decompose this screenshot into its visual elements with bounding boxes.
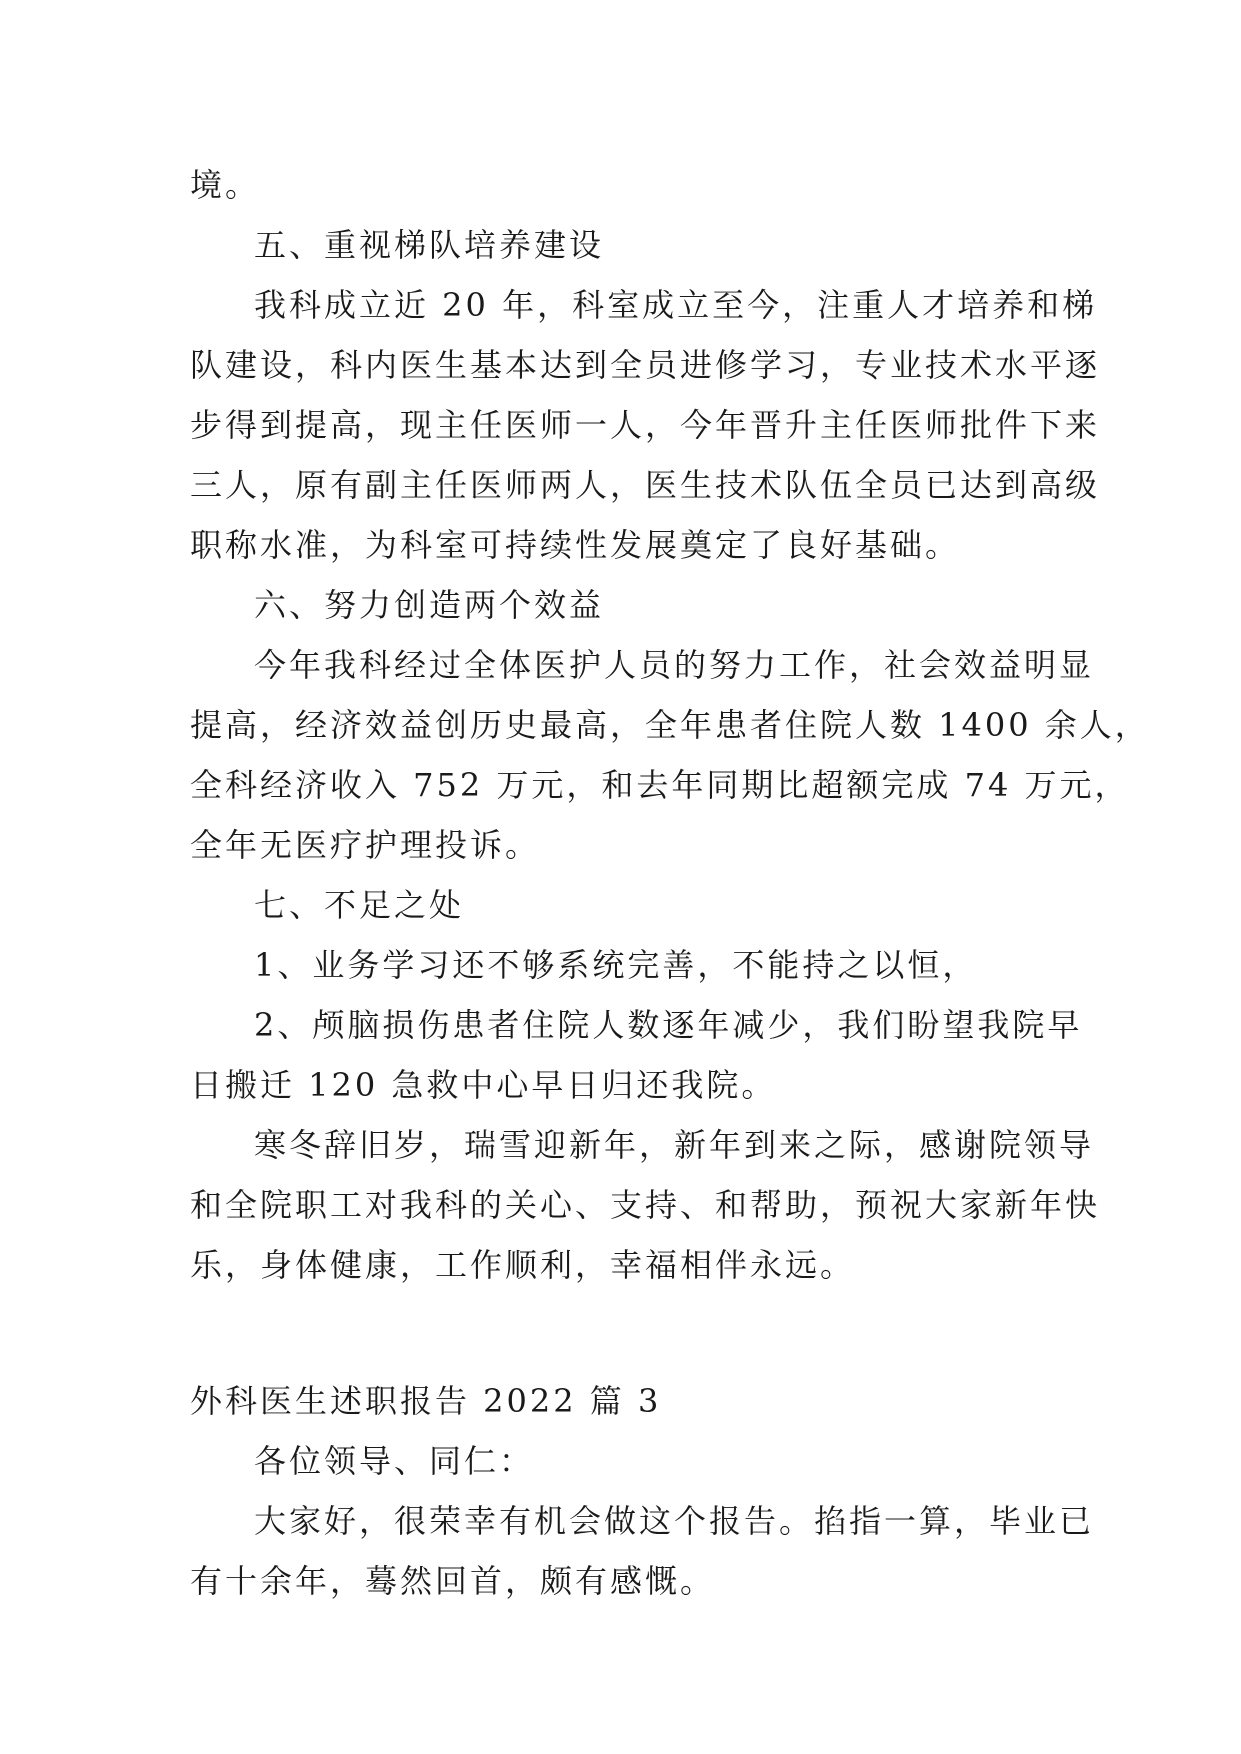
text-line: 我科成立近 20 年，科室成立至今，注重人才培养和梯	[254, 286, 1098, 324]
text-line: 境。	[190, 166, 261, 204]
text-line: 步得到提高，现主任医师一人，今年晋升主任医师批件下来	[190, 406, 1101, 444]
text-line: 提高，经济效益创历史最高，全年患者住院人数 1400 余人，	[190, 706, 1150, 744]
text-line: 乐，身体健康，工作顺利，幸福相伴永远。	[190, 1246, 856, 1284]
text-line: 三人，原有副主任医师两人，医生技术队伍全员已达到高级	[190, 466, 1101, 504]
text-line: 有十余年，蓦然回首，颇有感慨。	[190, 1562, 716, 1600]
heading-five: 五、重视梯队培养建设	[254, 226, 605, 264]
text-line: 1、业务学习还不够系统完善，不能持之以恒，	[254, 946, 978, 984]
text-line: 全科经济收入 752 万元，和去年同期比超额完成 74 万元，	[190, 766, 1130, 804]
text-line: 和全院职工对我科的关心、支持、和帮助，预祝大家新年快	[190, 1186, 1101, 1224]
text-line: 日搬迁 120 急救中心早日归还我院。	[190, 1066, 777, 1104]
heading-six: 六、努力创造两个效益	[254, 586, 605, 624]
section-gap	[190, 1295, 1070, 1371]
text-line: 各位领导、同仁：	[254, 1442, 535, 1480]
text-line: 今年我科经过全体医护人员的努力工作，社会效益明显	[254, 646, 1095, 684]
heading-seven: 七、不足之处	[254, 886, 465, 924]
text-line: 全年无医疗护理投诉。	[190, 826, 541, 864]
text-line: 寒冬辞旧岁，瑞雪迎新年，新年到来之际，感谢院领导	[254, 1126, 1095, 1164]
section-title: 外科医生述职报告 2022 篇 3	[190, 1382, 662, 1420]
text-line: 队建设，科内医生基本达到全员进修学习，专业技术水平逐	[190, 346, 1101, 384]
text-line: 2、颅脑损伤患者住院人数逐年减少，我们盼望我院早	[254, 1006, 1083, 1044]
text-line: 职称水准，为科室可持续性发展奠定了良好基础。	[190, 526, 961, 564]
text-line: 大家好，很荣幸有机会做这个报告。掐指一算，毕业已	[254, 1502, 1095, 1540]
document-page	[190, 155, 1150, 1611]
